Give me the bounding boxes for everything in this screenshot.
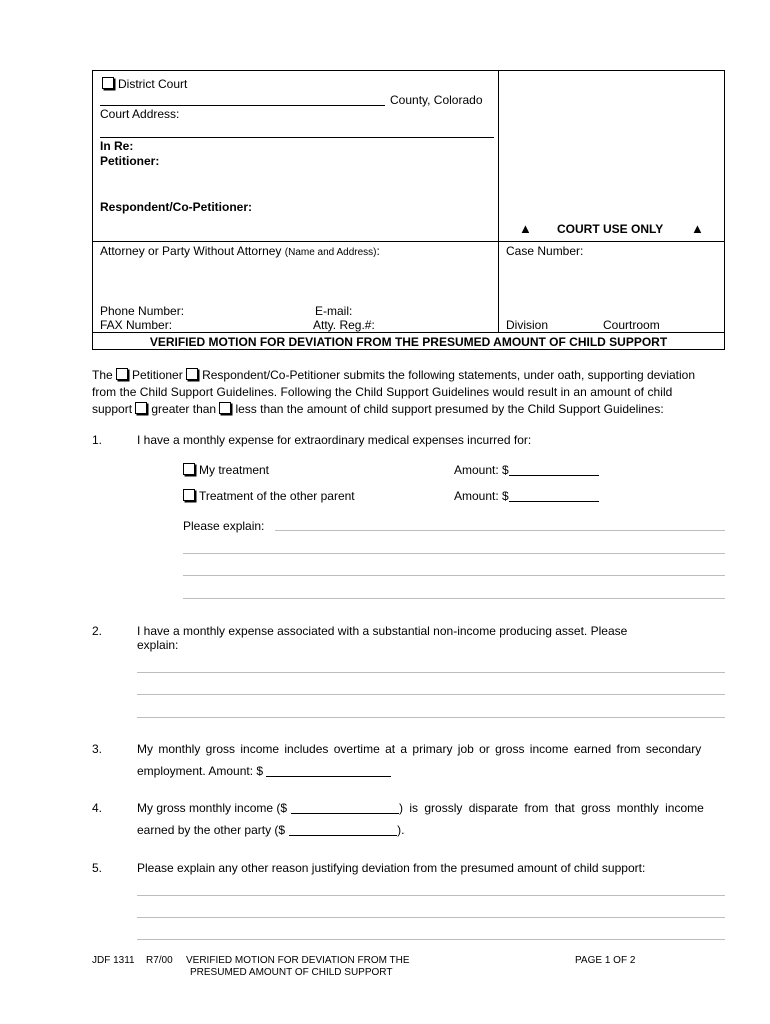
attorney-sub-label: (Name and Address) (284, 247, 377, 258)
fax-label: FAX Number: (100, 318, 173, 332)
district-court-checkbox[interactable] (102, 77, 187, 91)
item-2-text-b: explain: (137, 638, 179, 652)
petitioner-label: Petitioner: (100, 154, 160, 168)
my-income-field[interactable] (291, 801, 399, 814)
court-use-only-label: COURT USE ONLY (557, 222, 664, 236)
atty-reg-label: Atty. Reg.#: (313, 318, 375, 332)
explain-line[interactable] (183, 553, 725, 554)
less-than-label: less than the amount of child support presumed by the Child Support Guidelines: (235, 402, 664, 416)
item-1-text: I have a monthly expense for extraordinary medical expenses incurred for: (137, 433, 532, 447)
explain-line[interactable] (137, 717, 725, 718)
footer-form-id: JDF 1311 (92, 955, 135, 966)
court-address-line (100, 137, 494, 138)
item-3-number: 3. (92, 742, 103, 756)
caption-divider-vertical (498, 70, 499, 332)
explain-line[interactable] (137, 694, 725, 695)
amount-2-label (454, 489, 599, 503)
intro-support: support (92, 402, 133, 416)
amount-1-label (454, 463, 599, 477)
courtroom-label: Courtroom (603, 318, 660, 332)
caption-divider-title (92, 332, 725, 333)
amount-label: Amount: $ (454, 489, 509, 503)
item-4-line-a (137, 801, 704, 815)
form-title: VERIFIED MOTION FOR DEVIATION FROM THE PRESUMED AMOUNT OF CHILD SUPPORT (149, 335, 668, 349)
item-3-line-b (137, 764, 391, 778)
overtime-amount-field[interactable] (266, 764, 391, 777)
explain-line[interactable] (137, 895, 725, 896)
attorney-heading (100, 244, 380, 258)
checkbox-icon[interactable] (102, 77, 114, 89)
item-3-text-b: employment. Amount: $ (137, 764, 264, 778)
county-line (100, 105, 385, 106)
my-treatment-label: My treatment (199, 463, 270, 477)
case-number-label: Case Number: (506, 244, 584, 258)
district-court-label: District Court (118, 77, 188, 91)
treatment-other-label: Treatment of the other parent (199, 489, 355, 503)
greater-than-label: greater than (151, 402, 217, 416)
respondent-label: Respondent/Co-Petitioner: (100, 200, 252, 214)
item-4-text-c: earned by the other party ($ (137, 823, 286, 837)
triangle-up-icon: ▲ (691, 221, 704, 236)
my-treatment-option[interactable] (183, 463, 269, 477)
footer-revision: R7/00 (146, 955, 173, 966)
footer-title-2: PRESUMED AMOUNT OF CHILD SUPPORT (190, 967, 393, 978)
treatment-other-checkbox[interactable] (183, 489, 195, 501)
item-3-text-a: My monthly gross income includes overtime at a primary job or gross income earned from secondary (137, 742, 702, 756)
treatment-other-option[interactable] (183, 489, 355, 503)
explain-line[interactable] (183, 575, 725, 576)
other-party-income-field[interactable] (289, 823, 397, 836)
petitioner-checkbox[interactable] (116, 368, 128, 380)
intro-the: The (92, 368, 113, 382)
explain-line[interactable] (275, 530, 725, 531)
division-label: Division (506, 318, 549, 332)
item-2-text-a: I have a monthly expense associated with a substantial non-income producing asset. Please (137, 624, 628, 638)
intro-line-1 (92, 367, 726, 384)
explain-line[interactable] (183, 598, 725, 599)
explain-line[interactable] (137, 939, 725, 940)
greater-than-checkbox[interactable] (135, 402, 147, 414)
respondent-checkbox[interactable] (186, 368, 198, 380)
less-than-checkbox[interactable] (219, 402, 231, 414)
caption-divider-attorney (92, 241, 725, 242)
phone-label: Phone Number: (100, 304, 185, 318)
item-4-text-a: My gross monthly income ($ (137, 801, 288, 815)
footer-page-number: PAGE 1 OF 2 (575, 955, 636, 966)
item-2-number: 2. (92, 624, 103, 638)
amount-field[interactable] (509, 463, 599, 476)
in-re-label: In Re: (100, 139, 134, 153)
explain-line[interactable] (137, 672, 725, 673)
intro-rest-text: Respondent/Co-Petitioner submits the following statements, under oath, supporting deviation (202, 368, 696, 382)
footer-title-1: VERIFIED MOTION FOR DEVIATION FROM THE (186, 955, 410, 966)
item-4-number: 4. (92, 801, 103, 815)
intro-line-2: from the Child Support Guidelines. Following the Child Support Guidelines would result in an amount of child (92, 385, 673, 399)
item-5-number: 5. (92, 861, 103, 875)
item-4-text-b: ) is grossly disparate from that gross monthly income (399, 801, 704, 815)
triangle-up-icon: ▲ (519, 221, 532, 236)
email-label: E-mail: (315, 304, 353, 318)
amount-label: Amount: $ (454, 463, 509, 477)
item-5-text: Please explain any other reason justifying deviation from the presumed amount of child support: (137, 861, 646, 875)
attorney-colon: : (376, 244, 380, 258)
attorney-label: Attorney or Party Without Attorney (100, 244, 282, 258)
intro-line-3 (92, 401, 726, 418)
explain-line[interactable] (137, 917, 725, 918)
item-1-number: 1. (92, 433, 103, 447)
amount-field[interactable] (509, 489, 599, 502)
please-explain-label: Please explain: (183, 519, 265, 533)
intro-petitioner-label: Petitioner (132, 368, 183, 382)
item-4-text-d: ). (397, 823, 405, 837)
my-treatment-checkbox[interactable] (183, 463, 195, 475)
item-4-line-b (137, 823, 404, 837)
county-label: County, Colorado (390, 93, 483, 107)
court-address-label: Court Address: (100, 107, 180, 121)
intro-paragraph (92, 367, 726, 418)
